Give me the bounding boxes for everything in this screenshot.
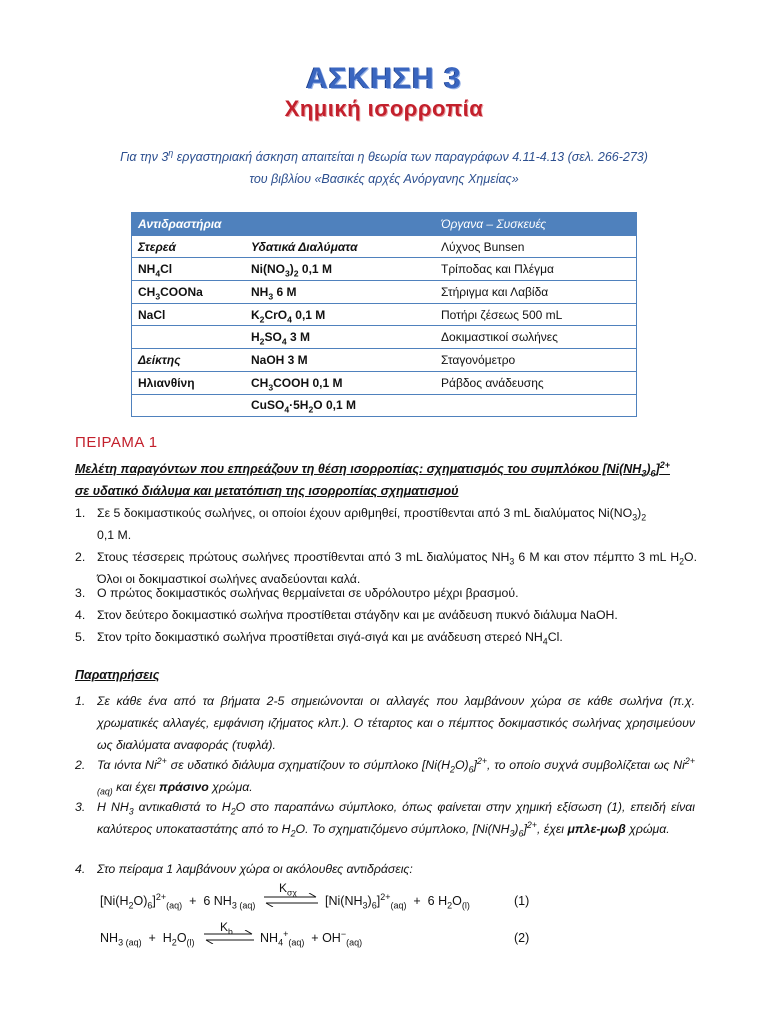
table-row: NaCl $K_2CrO_4$ 0,1 M Ποτήρι ζέσεως 500 mL xyxy=(132,303,637,326)
intro-line-2: του βιβλίου «Βασικές αρχές Ανόργανης Χημείας» xyxy=(249,172,519,186)
header-equipment: Όργανα – Συσκευές xyxy=(435,213,637,236)
equation-2-left: $NH_{3 (aq)} + H_2O_{(l)}$ xyxy=(100,931,195,948)
table-row: $CH_3COONa$ $NH_3$ 6 M Στήριγμα και Λαβίδα xyxy=(132,281,637,304)
equation-1-left: $[Ni(H_2O)_6]^{2+}_{(aq)} + 6$ $NH_{3 (aq)}$ xyxy=(100,891,256,911)
equation-1-constant: $K_{\sigma\chi}$ xyxy=(279,881,297,898)
header-reagents: Αντιδραστήρια xyxy=(132,213,436,236)
experiment-subtitle-line-1: Μελέτη παραγόντων που επηρεάζουν τη θέση ισορροπίας: σχηματισμός του συμπλόκου $[Ni(NH_3)_6]^{2+}$ xyxy=(75,459,670,479)
table-row: Ηλιανθίνη $CH_3COOH$ 0,1 M Ράβδος ανάδευσης xyxy=(132,371,637,394)
equation-2-right: $NH_4^+_{(aq)} + OH^-_{(aq)}$ xyxy=(260,928,363,948)
experiment-subtitle-line-2: σε υδατικό διάλυμα και μετατόπιση της ισορροπίας σχηματισμού xyxy=(75,484,459,498)
equilibrium-arrow-icon xyxy=(202,930,256,944)
page-subtitle: Χημική ισορροπία xyxy=(284,96,484,121)
reagents-equipment-table xyxy=(131,212,637,417)
table-row: Δείκτης NaOH 3 M Σταγονόμετρο xyxy=(132,349,637,372)
table-row: $H_2SO_4$ 3 M Δοκιμαστικοί σωλήνες xyxy=(132,326,637,349)
experiment-heading: ΠΕΙΡΑΜΑ 1 xyxy=(75,434,158,451)
table-row: $CuSO_4\cdot 5H_2O$ 0,1 M xyxy=(132,394,637,417)
equation-2-number: (2) xyxy=(514,931,530,945)
equation-2-constant: $K_b$ xyxy=(220,920,233,937)
observations-heading: Παρατηρήσεις xyxy=(75,668,160,682)
equation-1-number: (1) xyxy=(514,894,530,908)
page-title: ΑΣΚΗΣΗ 3 xyxy=(306,62,462,95)
equilibrium-arrow-icon xyxy=(262,893,320,907)
equation-1-right: $[Ni(NH_3)_6]^{2+}_{(aq)} + 6$ $H_2O_{(l)}$ xyxy=(325,891,470,911)
table-row: $NH_4Cl$ $Ni(NO_3)_2$ 0,1 M Τρίποδας και Πλέγμα xyxy=(132,258,637,281)
intro-line-1: Για την $3^\eta$ εργαστηριακή άσκηση απαιτείται η θεωρία των παραγράφων 4.11-4.13 (σελ. 266-273) xyxy=(120,147,648,164)
table-header-row xyxy=(132,213,637,236)
table-row: Στερεά Υδατικά Διαλύματα Λύχνος Bunsen xyxy=(132,235,637,258)
